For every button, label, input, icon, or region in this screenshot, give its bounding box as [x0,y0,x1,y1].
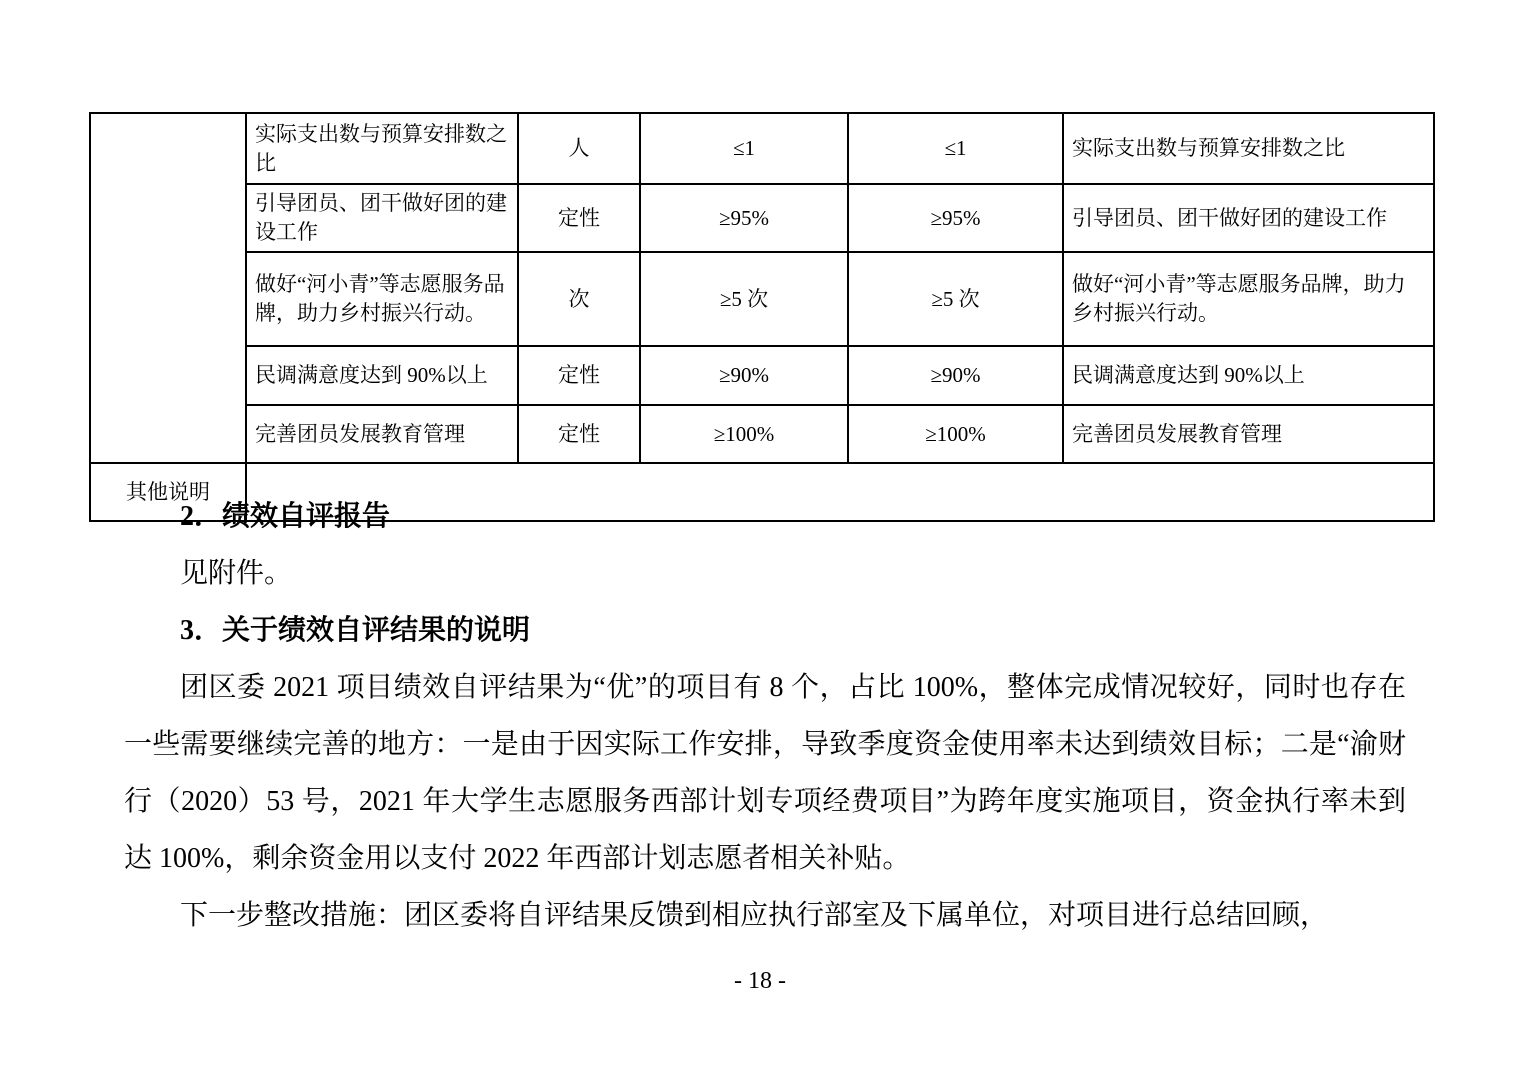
table-row [90,405,1434,463]
unit-cell: 定性 [518,184,640,252]
description-cell: 完善团员发展教育管理 [1063,405,1434,463]
target-value-cell: ≥95% [640,184,848,252]
description-cell: 实际支出数与预算安排数之比 [1063,113,1434,184]
paragraph-see-attachment: 见附件。 [180,558,293,589]
indicator-cell: 完善团员发展教育管理 [246,405,518,463]
actual-value-cell: ≥100% [848,405,1063,463]
actual-value-cell: ≥5 次 [848,252,1063,346]
section-heading-results-explanation: 3．关于绩效自评结果的说明 [180,615,531,646]
indicator-cell: 做好“河小青”等志愿服务品牌，助力乡村振兴行动。 [246,252,518,346]
table-row [90,252,1434,346]
page-number: - 18 - [734,968,786,994]
group-empty-cell [90,113,246,463]
actual-value-cell: ≥90% [848,346,1063,405]
other-note-label-cell: 其他说明 [90,463,246,521]
performance-indicators-table [89,112,1435,522]
table-row [90,346,1434,405]
unit-cell: 定性 [518,346,640,405]
target-value-cell: ≥5 次 [640,252,848,346]
unit-cell: 定性 [518,405,640,463]
table-row [90,113,1434,184]
body-text-block [124,488,1406,944]
description-cell: 做好“河小青”等志愿服务品牌，助力乡村振兴行动。 [1063,252,1434,346]
section-heading-self-evaluation-report: 2．绩效自评报告 [180,501,391,532]
unit-cell: 人 [518,113,640,184]
target-value-cell: ≥100% [640,405,848,463]
actual-value-cell: ≤1 [848,113,1063,184]
target-value-cell: ≤1 [640,113,848,184]
paragraph-evaluation-results: 团区委 2021 项目绩效自评结果为“优”的项目有 8 个，占比 100%，整体完成情况较好，同时也存在一些需要继续完善的地方：一是由于因实际工作安排，导致季度资金使用率未达到绩效目标；二是“渝财行（2020）53 号，2021 年大学生志愿服务西部计划专项经费项目”为跨年度实施项目，资金执行率未到达 100%，剩余资金用以支付 2022 年西部计划志愿者相关补贴。 [124,672,1406,874]
indicator-cell: 实际支出数与预算安排数之比 [246,113,518,184]
actual-value-cell: ≥95% [848,184,1063,252]
description-cell: 引导团员、团干做好团的建设工作 [1063,184,1434,252]
indicator-cell: 民调满意度达到 90%以上 [246,346,518,405]
paragraph-next-steps: 下一步整改措施：团区委将自评结果反馈到相应执行部室及下属单位，对项目进行总结回顾， [180,900,1329,931]
indicator-cell: 引导团员、团干做好团的建设工作 [246,184,518,252]
table-row [90,184,1434,252]
target-value-cell: ≥90% [640,346,848,405]
description-cell: 民调满意度达到 90%以上 [1063,346,1434,405]
unit-cell: 次 [518,252,640,346]
